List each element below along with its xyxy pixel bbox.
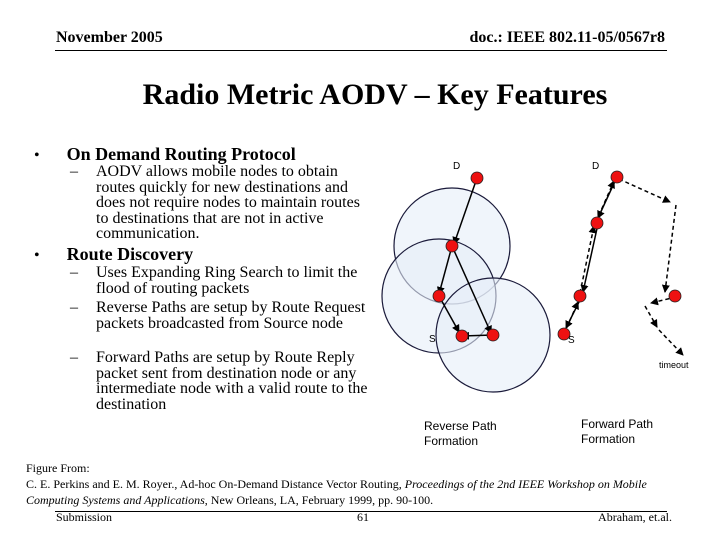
bullet-marker: •	[34, 147, 40, 164]
destination-node	[471, 172, 483, 184]
bullet-heading: Route Discovery	[66, 244, 194, 264]
forward-path-link	[645, 306, 657, 327]
slide-title: Radio Metric AODV – Key Features	[142, 78, 608, 111]
sub-bullet-expanding-ring	[70, 265, 371, 296]
citation-heading: Figure From:	[26, 461, 90, 475]
right-nodes	[558, 171, 681, 340]
timeout-label: timeout	[659, 360, 689, 370]
citation-location: , New Orleans, LA, February 1999, pp. 90-100.	[204, 493, 434, 507]
network-node	[487, 329, 499, 341]
sub-bullet-reverse-paths	[70, 300, 371, 331]
network-node	[574, 290, 586, 302]
forward-path-link	[580, 226, 594, 293]
citation-proceedings: Proceedings of the 2nd IEEE Workshop on Mobile	[404, 477, 647, 491]
source-node	[456, 330, 468, 342]
sub-bullet-aodv	[70, 164, 371, 242]
forward-path-link	[665, 205, 676, 292]
citation-proceedings-cont: Computing Systems and Applications	[26, 493, 205, 507]
sub-bullet-text: AODV allows mobile nodes to obtain routes quickly for new destinations and does not require nodes to maintain routes to destinations that are not in active communication.	[96, 163, 360, 242]
header-doc-id: doc.: IEEE 802.11-05/0567r8	[469, 29, 665, 46]
forward-path-link	[583, 224, 598, 292]
sub-bullet-forward-paths	[70, 350, 371, 412]
left-source-label: S	[429, 334, 436, 345]
forward-path-caption-line2: Formation	[581, 432, 636, 446]
sub-bullet-text: Forward Paths are setup by Route Reply packet sent from destination node or any intermediate node with a valid route to the destination	[96, 349, 368, 413]
right-destination-label: D	[592, 161, 600, 172]
footer-authors: Abraham, et.al.	[598, 510, 672, 524]
aodv-diagram	[380, 150, 710, 460]
forward-path-links	[564, 179, 683, 355]
sub-bullet-marker: –	[70, 349, 78, 366]
forward-path-caption: Forward Path	[581, 417, 654, 431]
citation-line	[26, 476, 696, 492]
bullet-on-demand	[34, 144, 296, 165]
sub-bullet-text: Uses Expanding Ring Search to limit the flood of routing packets	[96, 264, 358, 297]
network-node	[446, 240, 458, 252]
reverse-path-caption: Reverse Path	[424, 419, 497, 433]
sub-bullet-marker: –	[70, 163, 78, 180]
header-rule	[55, 50, 667, 51]
network-node	[669, 290, 681, 302]
forward-path-link	[619, 179, 670, 202]
sub-bullet-marker: –	[70, 264, 78, 281]
forward-path-link	[659, 330, 683, 355]
broadcast-circles	[382, 188, 550, 392]
right-source-label: S	[568, 335, 575, 346]
footer-page-number: 61	[357, 510, 369, 524]
sub-bullet-text: Reverse Paths are setup by Route Request packets broadcasted from Source node	[96, 299, 366, 332]
footer-submission: Submission	[56, 510, 113, 524]
figure-citation	[26, 460, 696, 508]
left-destination-label: D	[453, 161, 461, 172]
citation-authors: C. E. Perkins and E. M. Royer., Ad-hoc On-Demand Distance Vector Routing,	[26, 477, 405, 491]
bullet-marker: •	[34, 247, 40, 264]
bullet-heading: On Demand Routing Protocol	[66, 144, 296, 164]
header-date: November 2005	[56, 29, 163, 46]
reverse-path-caption-line2: Formation	[424, 434, 479, 448]
network-node	[591, 217, 603, 229]
destination-node	[611, 171, 623, 183]
network-node	[433, 290, 445, 302]
bullet-route-discovery	[34, 244, 193, 265]
sub-bullet-marker: –	[70, 299, 78, 316]
citation-line	[26, 492, 696, 508]
